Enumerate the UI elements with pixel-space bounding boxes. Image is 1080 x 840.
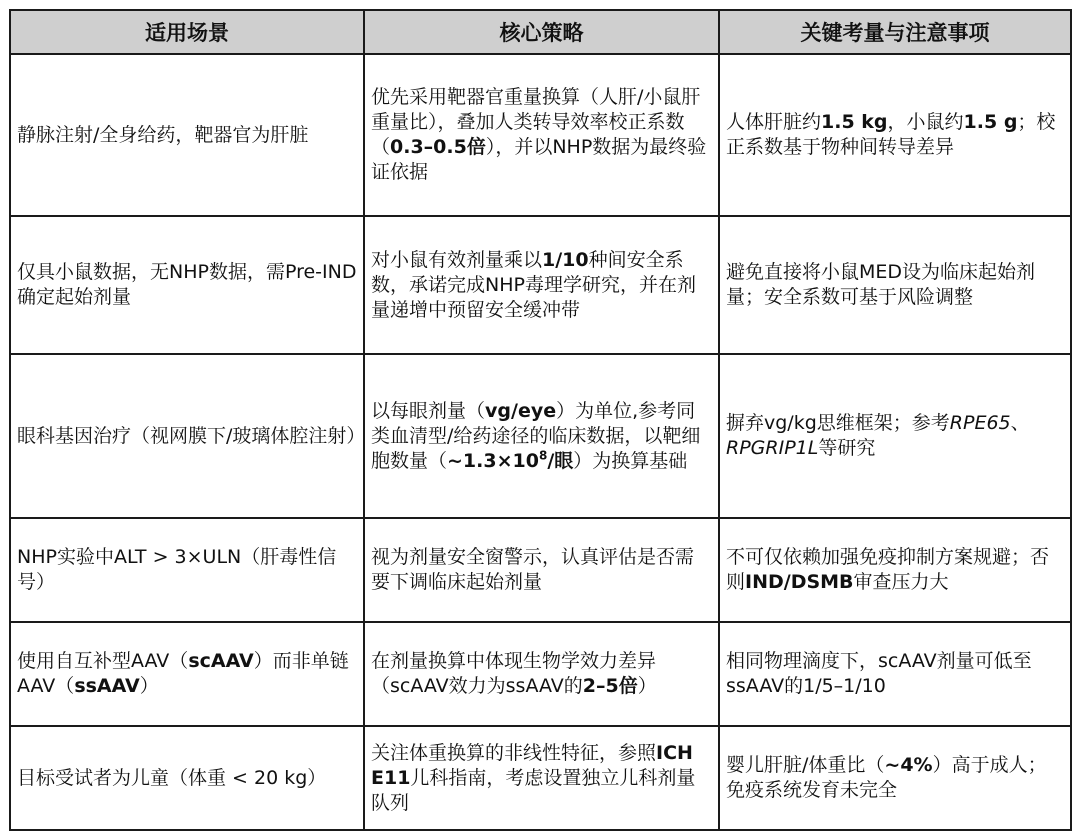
table-row <box>10 622 1071 726</box>
header-strategy: 核心策略 <box>364 10 719 54</box>
table-row <box>10 518 1071 622</box>
cell-scenario: 静脉注射/全身给药，靶器官为肝脏 <box>10 54 364 216</box>
cell-scenario: 使用自互补型AAV（scAAV）而非单链AAV（ssAAV） <box>10 622 364 726</box>
table-row <box>10 54 1071 216</box>
table-row <box>10 726 1071 830</box>
header-scenario: 适用场景 <box>10 10 364 54</box>
cell-strategy: 对小鼠有效剂量乘以1/10种间安全系数，承诺完成NHP毒理学研究，并在剂量递增中预留安全缓冲带 <box>364 216 719 354</box>
cell-strategy: 以每眼剂量（vg/eye）为单位,参考同类血清型/给药途径的临床数据，以靶细胞数量（$\sim 1.3\times 10^8/$眼）为换算基础 <box>364 354 719 518</box>
header-notes: 关键考量与注意事项 <box>719 10 1071 54</box>
table-row <box>10 354 1071 518</box>
table-row <box>10 216 1071 354</box>
cell-notes: 避免直接将小鼠MED设为临床起始剂量；安全系数可基于风险调整 <box>719 216 1071 354</box>
cell-strategy: 优先采用靶器官重量换算（人肝/小鼠肝重量比），叠加人类转导效率校正系数（0.3–0.5倍），并以NHP数据为最终验证依据 <box>364 54 719 216</box>
cell-notes: 婴儿肝脏/体重比（~4%）高于成人；免疫系统发育未完全 <box>719 726 1071 830</box>
cell-scenario: 目标受试者为儿童（体重 < 20 kg） <box>10 726 364 830</box>
cell-notes: 摒弃vg/kg思维框架；参考RPE65、RPGRIP1L等研究 <box>719 354 1071 518</box>
cell-strategy: 关注体重换算的非线性特征，参照ICH E11儿科指南，考虑设置独立儿科剂量队列 <box>364 726 719 830</box>
table-header-row <box>10 10 1071 54</box>
cell-notes: 相同物理滴度下，scAAV剂量可低至ssAAV的1/5–1/10 <box>719 622 1071 726</box>
cell-scenario: 眼科基因治疗（视网膜下/玻璃体腔注射） <box>10 354 364 518</box>
dosing-strategy-table <box>9 9 1072 831</box>
cell-scenario: NHP实验中ALT > 3×ULN（肝毒性信号） <box>10 518 364 622</box>
cell-strategy: 在剂量换算中体现生物学效力差异（scAAV效力为ssAAV的2–5倍） <box>364 622 719 726</box>
cell-notes: 人体肝脏约1.5 kg，小鼠约1.5 g；校正系数基于物种间转导差异 <box>719 54 1071 216</box>
cell-scenario: 仅具小鼠数据，无NHP数据，需Pre-IND确定起始剂量 <box>10 216 364 354</box>
cell-notes: 不可仅依赖加强免疫抑制方案规避；否则IND/DSMB审查压力大 <box>719 518 1071 622</box>
cell-strategy: 视为剂量安全窗警示，认真评估是否需要下调临床起始剂量 <box>364 518 719 622</box>
